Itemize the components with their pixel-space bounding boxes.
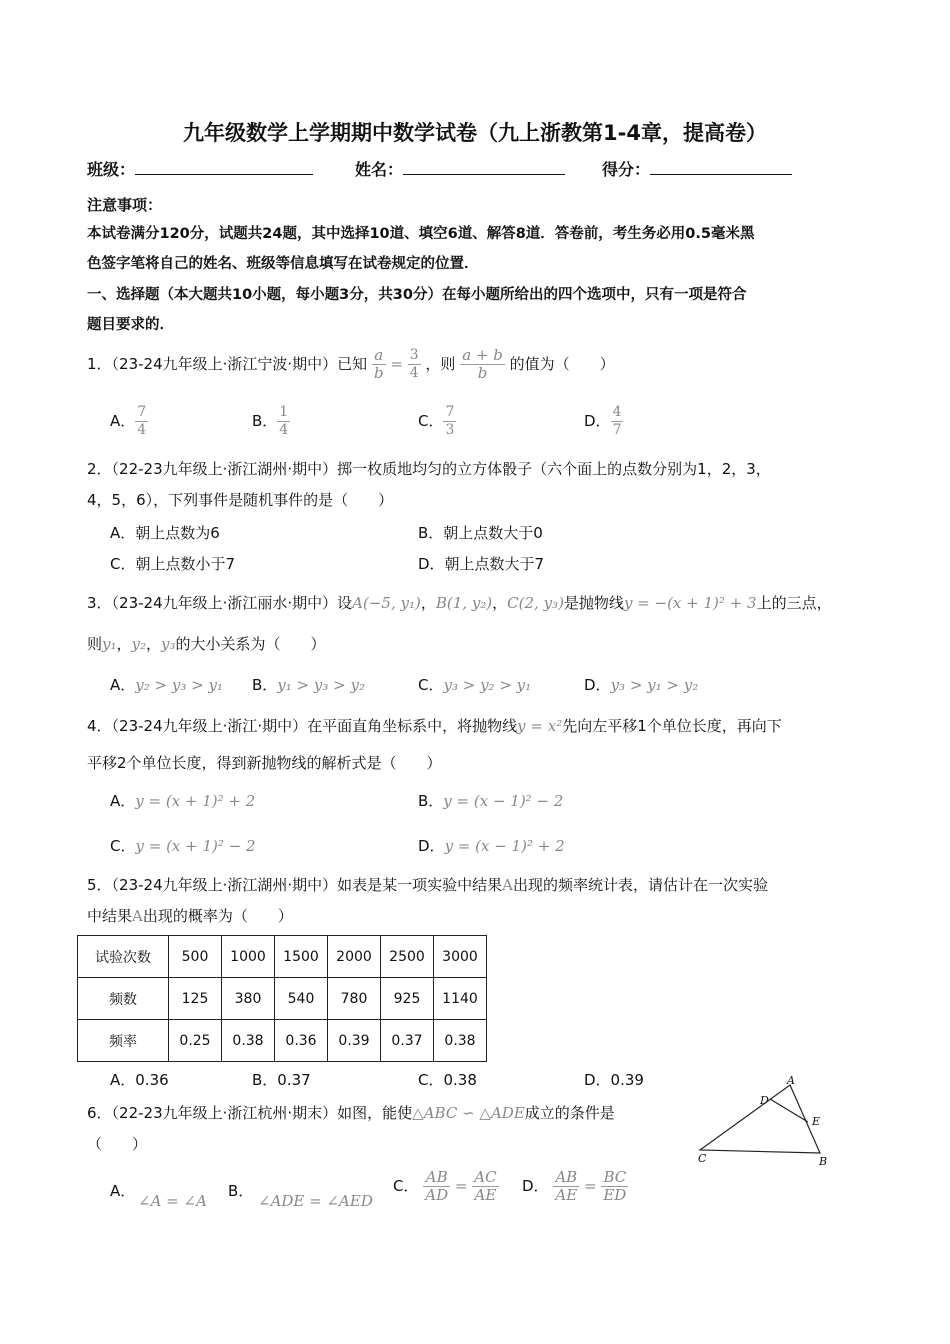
q3-point-a: A(−5, y₁) [352, 594, 421, 612]
table-cell: 0.36 [275, 1020, 328, 1062]
table-cell: 2500 [381, 936, 434, 978]
q2-option-d[interactable]: D．朝上点数大于7 [418, 555, 545, 573]
frequency-table [77, 935, 487, 1062]
q3-point-b: B(1, y₂) [435, 594, 493, 612]
q2-option-c[interactable]: C．朝上点数小于7 [110, 555, 236, 573]
class-field [87, 157, 313, 180]
q5-option-c[interactable]: C．0.38 [418, 1071, 477, 1089]
table-cell: 1500 [275, 936, 328, 978]
q3-parabola: y = −(x + 1)² + 3 [623, 594, 757, 612]
q2-option-a[interactable]: A．朝上点数为6 [110, 524, 220, 542]
q5-option-b[interactable]: B．0.37 [252, 1071, 311, 1089]
q5-option-d[interactable]: D．0.39 [584, 1071, 644, 1089]
q2-stem-line-1: 2．（22-23九年级上·浙江湖州·期中）掷一枚质地均匀的立方体骰子（六个面上的点数分别为1，2，3， [87, 460, 771, 478]
q3-option-d[interactable]: D．y₃ > y₁ > y₂ [584, 676, 699, 694]
q3-option-b[interactable]: B．y₁ > y₃ > y₂ [252, 676, 365, 694]
table-cell: 频率 [78, 1020, 169, 1062]
table-cell: 0.39 [328, 1020, 381, 1062]
q5-option-a[interactable]: A．0.36 [110, 1071, 169, 1089]
q4-option-b[interactable]: B．y = (x − 1)² − 2 [418, 792, 564, 810]
point-d-label: D [760, 1094, 769, 1107]
q4-stem-line-1: 4．（23-24九年级上·浙江·期中）在平面直角坐标系中，将抛物线y = x²先向左平移1个单位长度，再向下 [87, 717, 782, 735]
table-cell: 1140 [434, 978, 487, 1020]
notice-line-2: 色签字笔将自己的姓名、班级等信息填写在试卷规定的位置． [87, 256, 479, 272]
q1-given-lhs: $\frac{a}{b}$ [373, 346, 384, 382]
section-1-line-2: 题目要求的． [87, 317, 174, 333]
q3-option-a[interactable]: A．y₂ > y₃ > y₁ [110, 676, 223, 694]
table-cell: 2000 [328, 936, 381, 978]
table-row [78, 936, 487, 978]
name-blank [403, 160, 565, 175]
q1-option-b[interactable]: B． $\frac{1}{4}$ [252, 404, 289, 438]
q2-option-b[interactable]: B．朝上点数大于0 [418, 524, 543, 542]
q1-option-d[interactable]: D． $\frac{4}{7}$ [584, 404, 622, 438]
table-cell: 频数 [78, 978, 169, 1020]
score-field [602, 157, 792, 180]
table-row [78, 1020, 487, 1062]
page-title: 九年级数学上学期期中数学试卷（九上浙教第1-4章，提高卷） [183, 121, 767, 145]
vertex-a-label: A [787, 1075, 795, 1087]
segment-de [770, 1099, 808, 1122]
q3-option-c[interactable]: C．y₃ > y₂ > y₁ [418, 676, 532, 694]
table-cell: 3000 [434, 936, 487, 978]
table-cell: 380 [222, 978, 275, 1020]
q6-option-a-label[interactable]: A． [110, 1182, 136, 1200]
q3-stem-line-1: 3．（23-24九年级上·浙江丽水·期中）设A(−5, y₁)，B(1, y₂)，C(2, y₃)是抛物线y = −(x + 1)² + 3上的三点， [87, 594, 832, 612]
q5-stem-line-2: 中结果A出现的概率为（ ） [87, 907, 293, 925]
name-field [355, 157, 565, 180]
table-cell: 500 [169, 936, 222, 978]
q4-option-d[interactable]: D．y = (x − 1)² + 2 [418, 837, 565, 855]
q5-var-a: A [502, 876, 514, 894]
q6-option-b-label[interactable]: B． [228, 1182, 254, 1200]
table-cell: 780 [328, 978, 381, 1020]
table-cell: 0.38 [222, 1020, 275, 1062]
class-label: 班级： [87, 160, 136, 179]
score-blank [650, 160, 792, 175]
q4-option-c[interactable]: C．y = (x + 1)² − 2 [110, 837, 256, 855]
table-cell: 925 [381, 978, 434, 1020]
table-cell: 试验次数 [78, 936, 169, 978]
score-label: 得分： [602, 160, 651, 179]
table-cell: 0.38 [434, 1020, 487, 1062]
table-cell: 540 [275, 978, 328, 1020]
q1-option-a[interactable]: A． $\frac{7}{4}$ [110, 404, 147, 438]
section-1-line-1: 一、选择题（本大题共10小题，每小题3分，共30分）在每小题所给出的四个选项中，只有一项是符合 [87, 287, 747, 303]
q6-option-d[interactable]: D． $\frac{AB}{AE}$ = $\frac{BC}{ED}$ [522, 1168, 627, 1204]
table-row [78, 978, 487, 1020]
triangle-figure [690, 1075, 840, 1170]
q3-stem-line-2: 则y₁，y₂，y₃的大小关系为（ ） [87, 635, 326, 653]
q3-point-c: C(2, y₃) [507, 594, 564, 612]
table-cell: 125 [169, 978, 222, 1020]
q6-option-c[interactable]: C． $\frac{AB}{AD}$ = $\frac{AC}{AE}$ [393, 1168, 497, 1204]
table-cell: 0.25 [169, 1020, 222, 1062]
q1-stem: 1．（23-24九年级上·浙江宁波·期中）已知 $\frac{a}{b}$ = $\frac{3}{4}$ ，则 $\frac{a + b}{b}$ 的值为（ ） [87, 346, 615, 382]
q6-option-a-expr[interactable]: ∠A = ∠A [138, 1192, 207, 1210]
q6-stem-line-2: （ ） [87, 1135, 148, 1153]
point-e-label: E [812, 1115, 821, 1128]
q5-stem-line-1: 5．（23-24九年级上·浙江湖州·期中）如表是某一项实验中结果A出现的频率统计表，请估计在一次实验 [87, 876, 769, 894]
q1-given-rhs: $\frac{3}{4}$ [409, 347, 419, 381]
q4-stem-line-2: 平移2个单位长度，得到新抛物线的解析式是（ ） [87, 754, 442, 772]
q1-ask-fraction: $\frac{a + b}{b}$ [462, 346, 503, 382]
name-label: 姓名： [355, 160, 404, 179]
q6-similarity-relation: △ABC ∽ △ADE [412, 1104, 525, 1122]
class-blank [135, 160, 313, 175]
q4-option-a[interactable]: A．y = (x + 1)² + 2 [110, 792, 256, 810]
vertex-c-label: C [698, 1152, 707, 1165]
q6-option-b-expr[interactable]: ∠ADE = ∠AED [258, 1192, 373, 1210]
q1-option-c[interactable]: C． $\frac{7}{3}$ [418, 404, 455, 438]
q6-stem-line-1: 6．（22-23九年级上·浙江杭州·期末）如图，能使△ABC ∽ △ADE成立的条件是 [87, 1104, 615, 1122]
q2-stem-line-2: 4，5，6），下列事件是随机事件的是（ ） [87, 491, 394, 509]
notice-line-1: 本试卷满分120分，试题共24题，其中选择10道、填空6道、解答8道．答卷前，考生务必用0.5毫米黑 [87, 226, 755, 242]
q4-parabola: y = x² [517, 717, 563, 735]
notice-heading: 注意事项： [87, 196, 163, 214]
table-cell: 0.37 [381, 1020, 434, 1062]
vertex-b-label: B [819, 1155, 828, 1168]
table-cell: 1000 [222, 936, 275, 978]
